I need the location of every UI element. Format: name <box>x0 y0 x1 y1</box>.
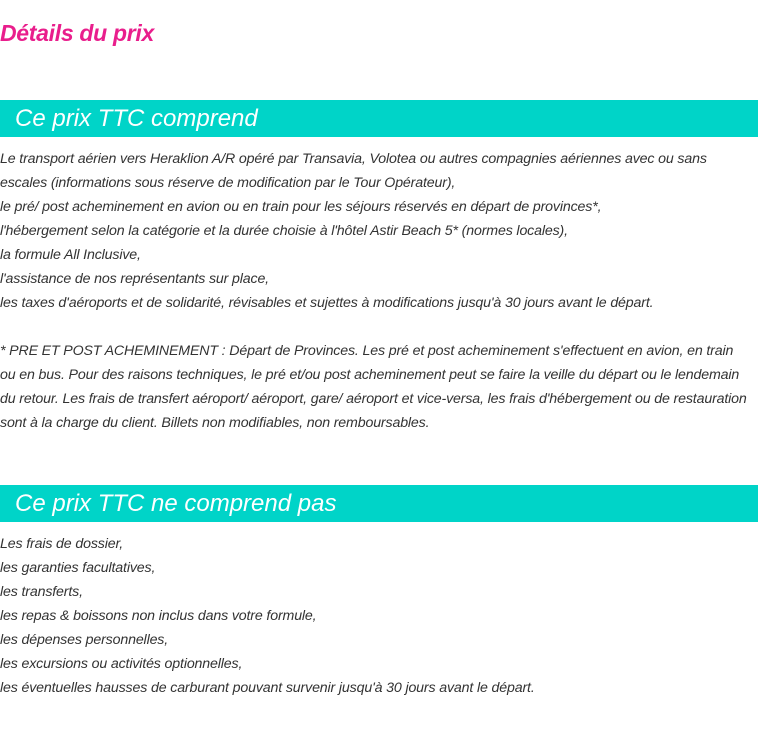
excluded-item: Les frais de dossier, <box>0 536 124 552</box>
acheminement-note-text: * PRE ET POST ACHEMINEMENT : Départ de Provinces. Les pré et post acheminement s'effectuent en avion, en train ou en bus. Pour des raisons techniques, le pré et/ou post acheminement peut se faire la veille du départ ou le lendemain du retour. Les frais de transfert aéroport/ aéroport, gare/ aéroport et vice-versa, les frais d'hébergement ou de restauration sont à la charge du client. Billets non modifiables, non remboursables. <box>0 343 747 431</box>
acheminement-note <box>0 339 752 435</box>
included-item: escales (informations sous réserve de modification par le Tour Opérateur), <box>0 175 456 191</box>
included-item: les taxes d'aéroports et de solidarité, révisables et sujettes à modifications jusqu'à 30 jours avant le départ. <box>0 295 654 311</box>
included-list <box>0 147 752 315</box>
excluded-item: les excursions ou activités optionnelles, <box>0 656 243 672</box>
excluded-item: les repas & boissons non inclus dans votre formule, <box>0 608 317 624</box>
included-item: l'assistance de nos représentants sur place, <box>0 271 269 287</box>
excluded-item: les éventuelles hausses de carburant pouvant survenir jusqu'à 30 jours avant le départ. <box>0 680 535 696</box>
excluded-item: les garanties facultatives, <box>0 560 156 576</box>
included-item: le pré/ post acheminement en avion ou en train pour les séjours réservés en départ de provinces*, <box>0 199 602 215</box>
included-heading: Ce prix TTC comprend <box>0 100 758 137</box>
page-title: Détails du prix <box>0 20 154 46</box>
excluded-list <box>0 532 752 700</box>
excluded-item: les transferts, <box>0 584 83 600</box>
included-item: l'hébergement selon la catégorie et la durée choisie à l'hôtel Astir Beach 5* (normes locales), <box>0 223 568 239</box>
excluded-heading: Ce prix TTC ne comprend pas <box>0 485 758 522</box>
excluded-item: les dépenses personnelles, <box>0 632 169 648</box>
included-item: Le transport aérien vers Heraklion A/R opéré par Transavia, Volotea ou autres compagnies aériennes avec ou sans <box>0 151 707 167</box>
included-item: la formule All Inclusive, <box>0 247 141 263</box>
